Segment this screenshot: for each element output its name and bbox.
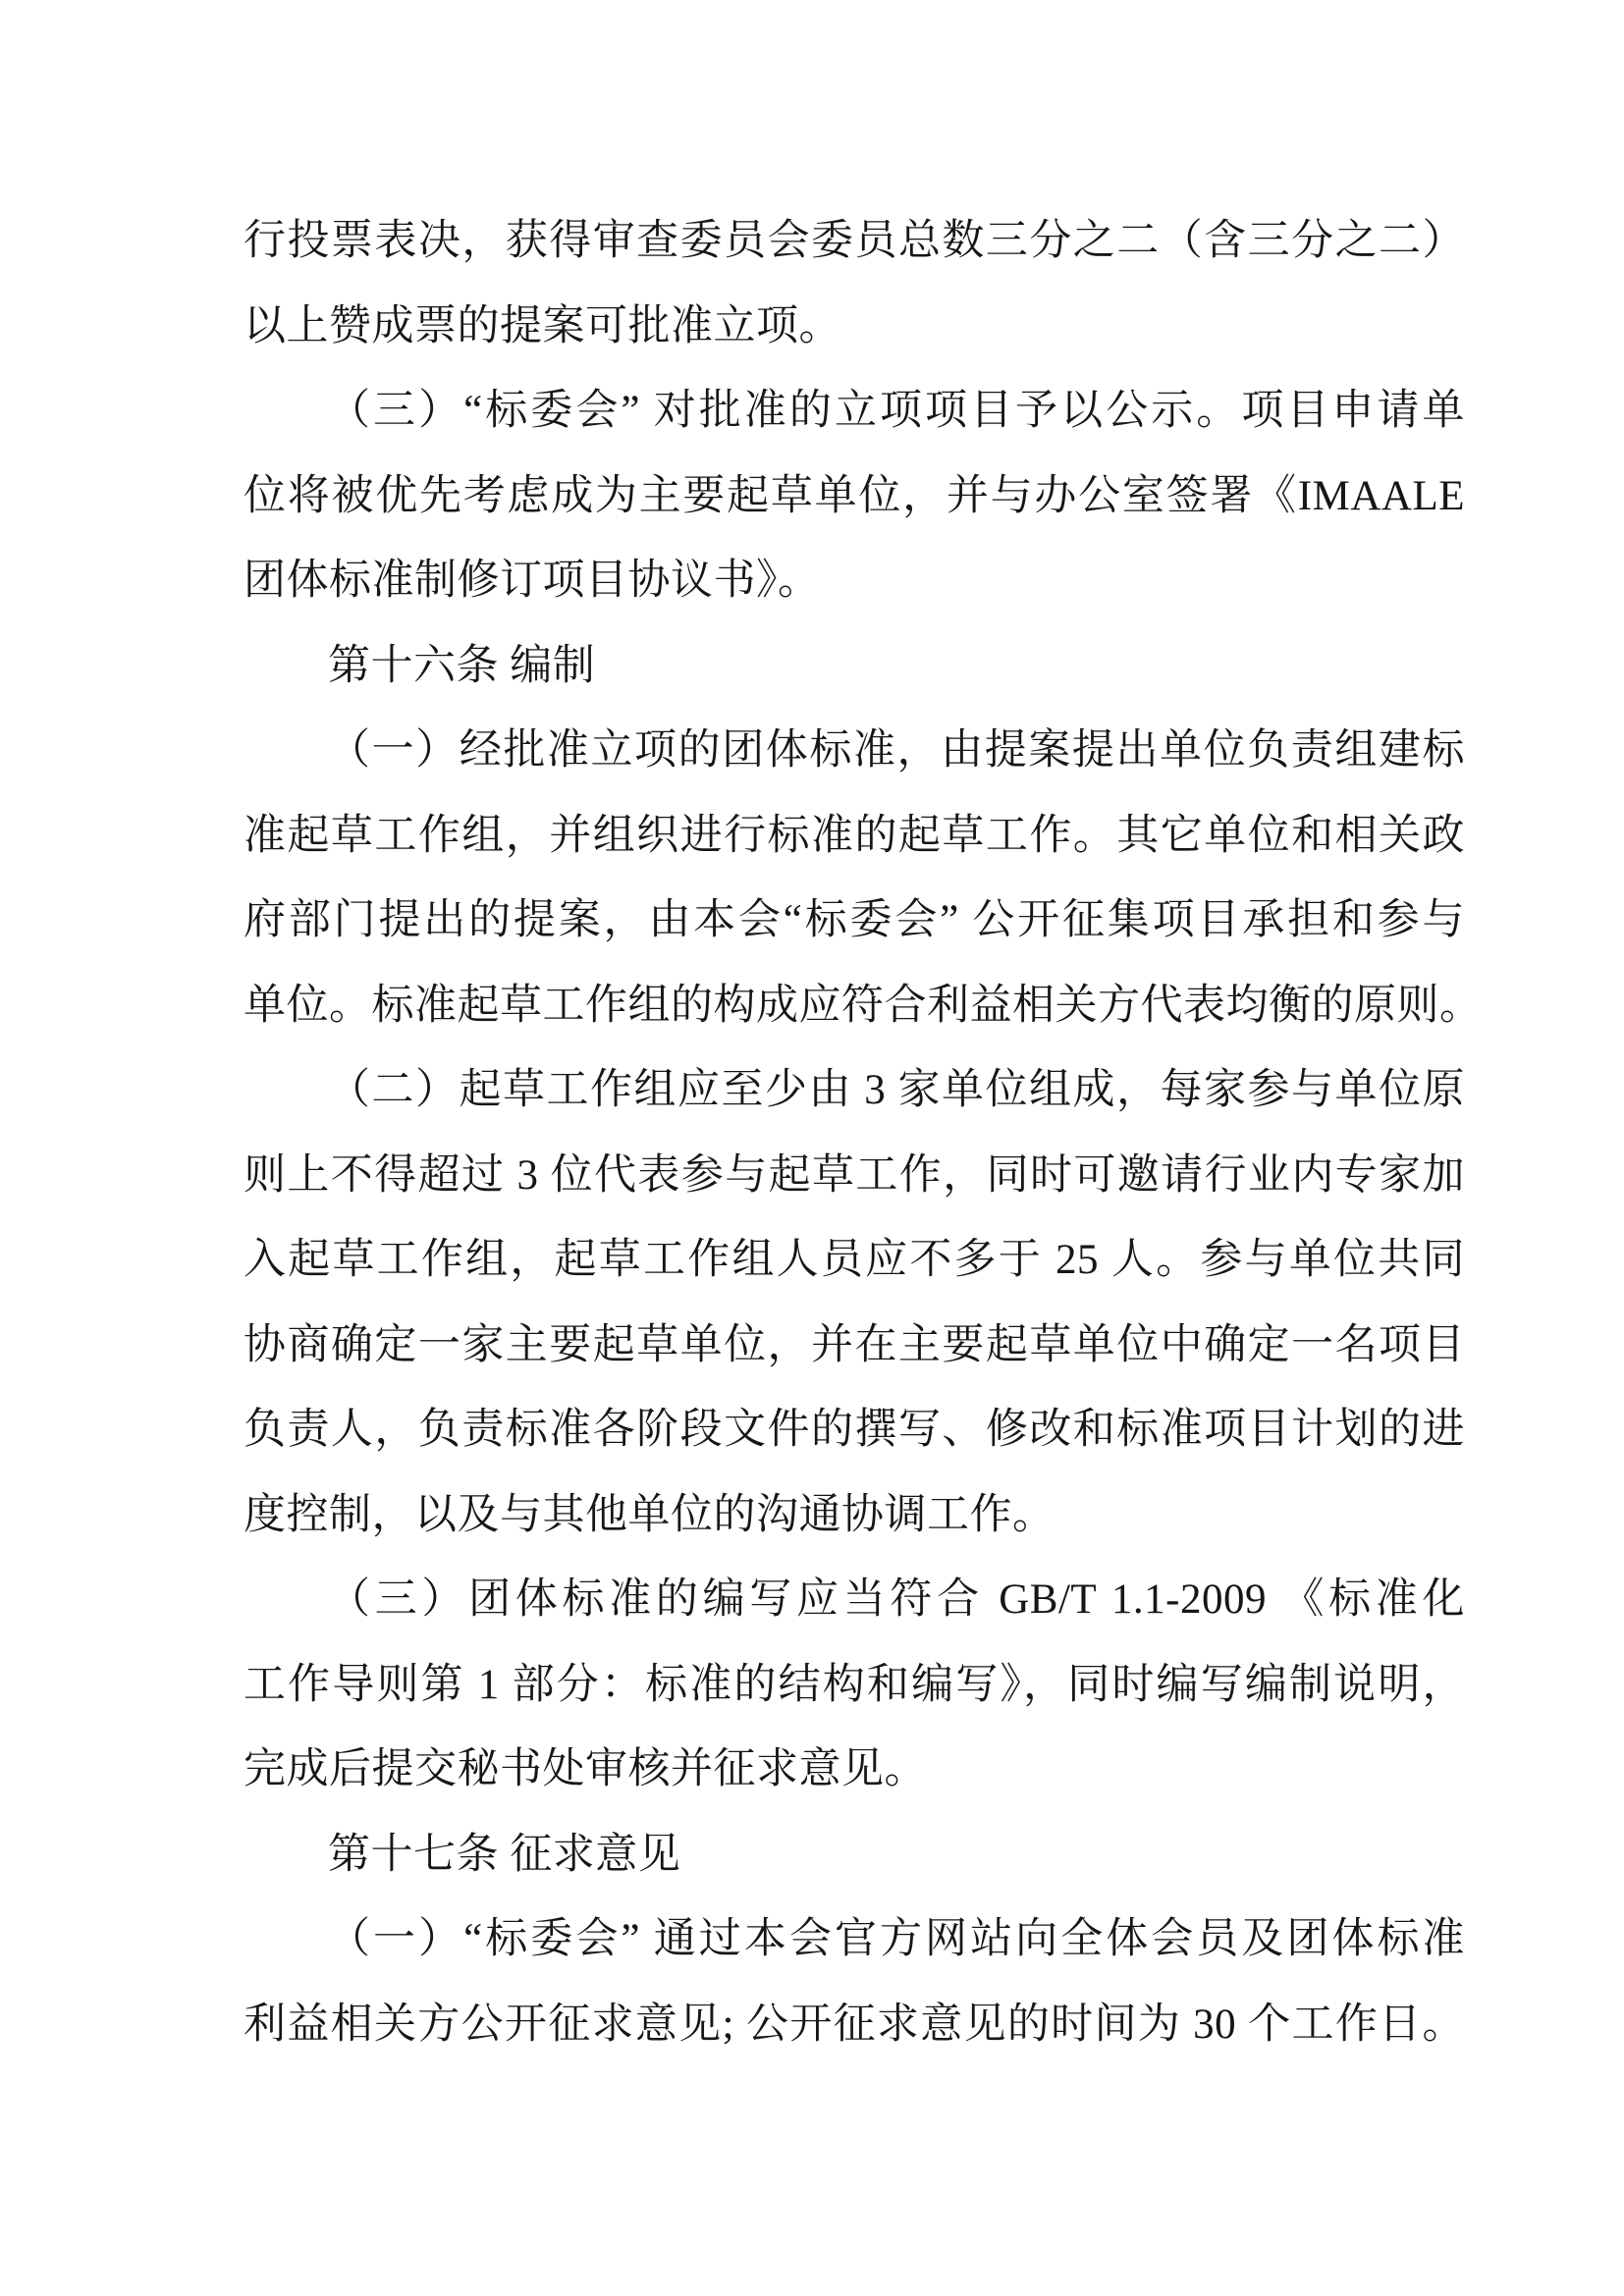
text-line: 协商确定一家主要起草单位，并在主要起草单位中确定一名项目 [244, 1321, 1465, 1368]
text-line: 入起草工作组，起草工作组人员应不多于 25 人。参与单位共同 [244, 1237, 1465, 1283]
text-line: 则上不得超过 3 位代表参与起草工作，同时可邀请行业内专家加 [244, 1151, 1465, 1199]
text-line: 以上赞成票的提案可批准立项。 [244, 302, 841, 349]
text-line: （一）“标委会” 通过本会官方网站向全体会员及团体标准 [328, 1916, 1465, 1962]
text-line: 负责人，负责标准各阶段文件的撰写、修改和标准项目计划的进 [244, 1407, 1465, 1453]
text-line: 准起草工作组，并组织进行标准的起草工作。其它单位和相关政 [244, 812, 1465, 859]
text-line: （三）“标委会” 对批准的立项项目予以公示。项目申请单 [328, 388, 1465, 434]
text-line: （二）起草工作组应至少由 3 家单位组成，每家参与单位原 [328, 1067, 1465, 1113]
document-text-block [244, 199, 1483, 2067]
text-line: 单位。标准起草工作组的构成应符合利益相关方代表均衡的原则。 [244, 982, 1483, 1029]
text-line: 完成后提交秘书处审核并征求意见。 [244, 1746, 927, 1792]
text-line: 工作导则第 1 部分：标准的结构和编写》，同时编写编制说明， [244, 1661, 1465, 1708]
text-line: 度控制，以及与其他单位的沟通协调工作。 [244, 1491, 1056, 1538]
text-line: （三）团体标准的编写应当符合 GB/T 1.1-2009 《标准化 [328, 1576, 1465, 1623]
section-heading: 第十六条 编制 [328, 642, 596, 689]
text-line: 利益相关方公开征求意见; 公开征求意见的时间为 30 个工作日。 [244, 2001, 1465, 2048]
text-line: 府部门提出的提案，由本会“标委会” 公开征集项目承担和参与 [244, 897, 1465, 943]
text-line: 团体标准制修订项目协议书》。 [244, 558, 821, 604]
text-line: （一）经批准立项的团体标准，由提案提出单位负责组建标 [328, 727, 1465, 774]
text-line: 位将被优先考虑成为主要起草单位，并与办公室签署《IMAALE [244, 472, 1465, 519]
section-heading: 第十七条 征求意见 [328, 1831, 681, 1878]
text-line: 行投票表决，获得审查委员会委员总数三分之二（含三分之二） [244, 218, 1465, 264]
